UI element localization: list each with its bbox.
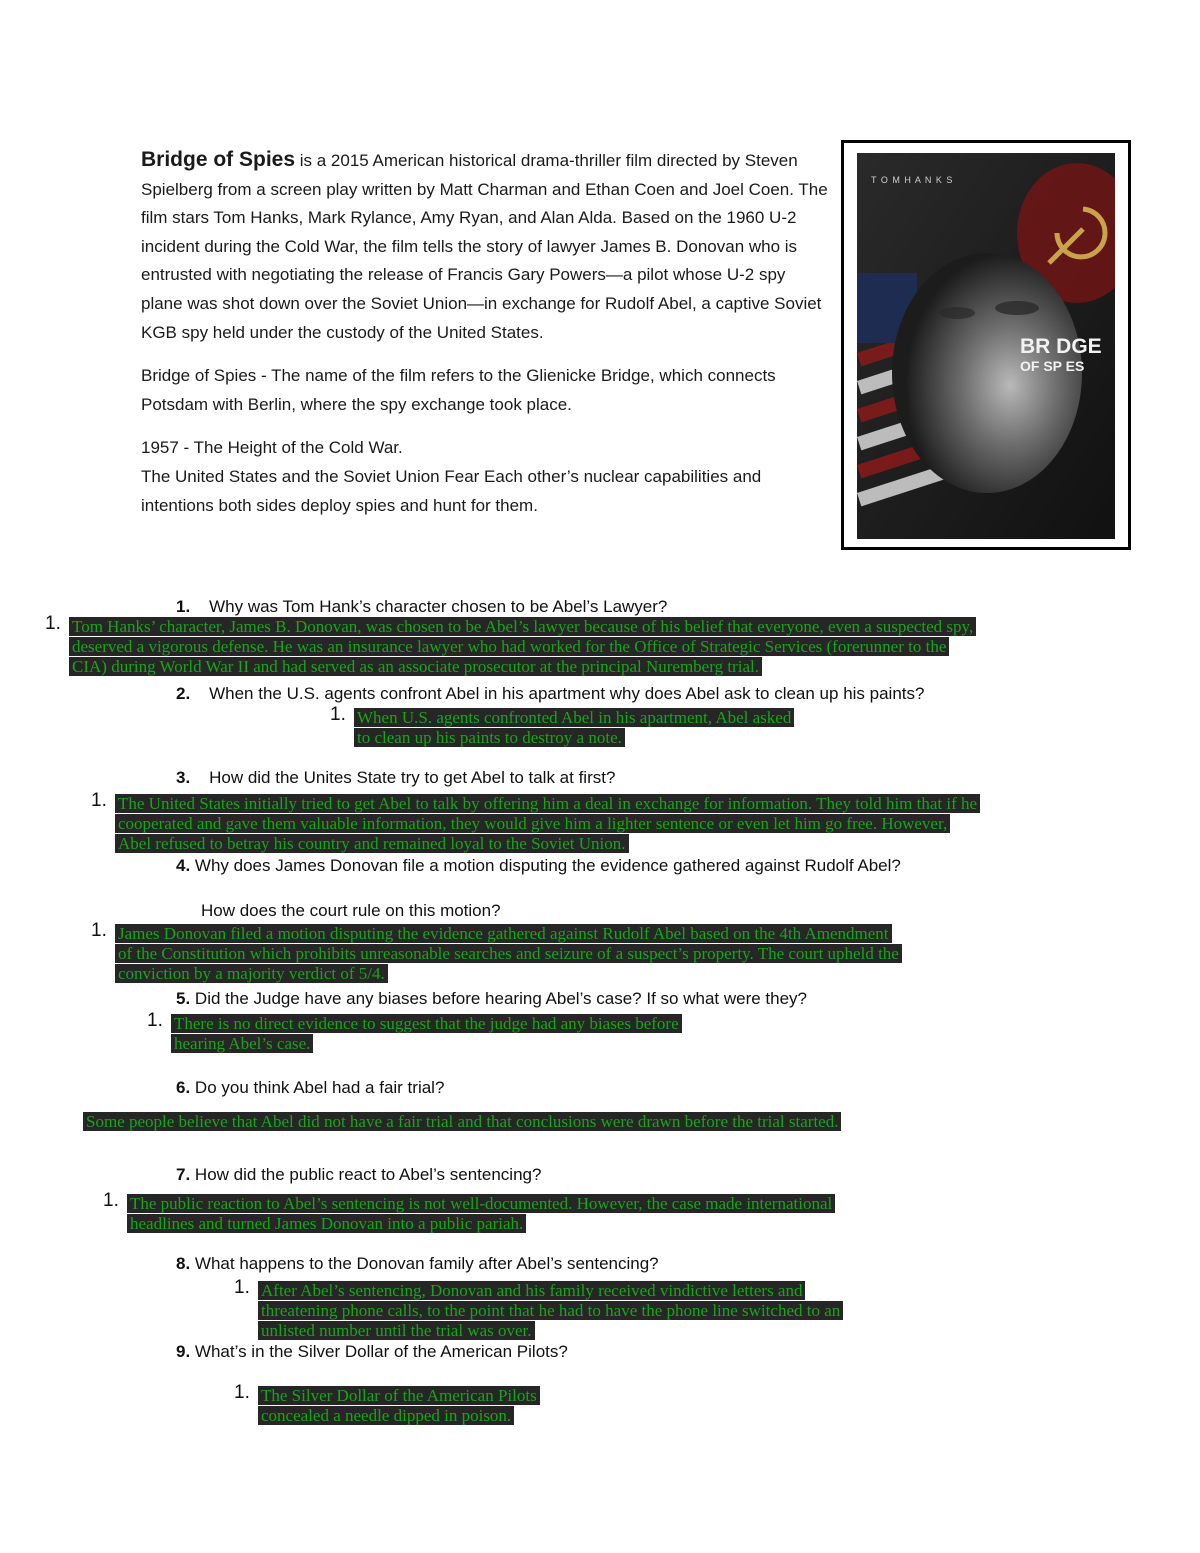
answer-9: 1. The Silver Dollar of the American Pilots concealed a needle dipped in poison. — [258, 1386, 540, 1426]
movie-poster-frame — [841, 140, 1131, 550]
answer-3: 1. The United States initially tried to get Abel to talk by offering him a deal in exchange for information. They told him that if he cooperated and gave them valuable information, they would give him a lighter sentence or even let him go free. However, Abel refused to betray his country and remained loyal to the Soviet Union. — [115, 794, 980, 854]
poster-title-line2: OF SP ES — [1020, 358, 1085, 374]
answer-2: 1. When U.S. agents confronted Abel in his apartment, Abel asked to clean up his paints to destroy a note. — [354, 708, 794, 748]
intro-summary-text: is a 2015 American historical drama-thriller film directed by Steven Spielberg from a screen play written by Matt Charman and Ethan Coen and Joel Coen. The film stars Tom Hanks, Mark Rylance, Amy Ryan, and Alan Alda. Based on the 1960 U-2 incident during the Cold War, the film tells the story of lawyer James B. Donovan who is entrusted with negotiating the release of Francis Gary Powers—a pilot whose U-2 spy plane was shot down over the Soviet Union—in exchange for Rudolf Abel, a captive Soviet KGB spy held under the custody of the United States. — [141, 151, 828, 342]
answer-7: 1. The public reaction to Abel’s sentencing is not well-documented. However, the case made international headlines and turned James Donovan into a public pariah. — [127, 1194, 835, 1234]
question-4-sub: How does the court rule on this motion? — [201, 901, 501, 920]
intro-section — [141, 146, 831, 520]
poster-artwork — [857, 153, 1115, 539]
film-title: Bridge of Spies — [141, 148, 296, 171]
question-3: 3. How did the Unites State try to get Abel to talk at first? — [176, 768, 616, 787]
question-7: 7. How did the public react to Abel’s sentencing? — [176, 1165, 542, 1184]
question-2: 2. When the U.S. agents confront Abel in his apartment why does Abel ask to clean up his paints? — [176, 684, 925, 703]
year-line: 1957 - The Height of the Cold War. — [141, 438, 403, 458]
context-line: The United States and the Soviet Union Fear Each other’s nuclear capabilities and intentions both sides deploy spies and hunt for them. — [141, 466, 762, 515]
question-5: 5. Did the Judge have any biases before hearing Abel’s case? If so what were they? — [176, 989, 807, 1008]
question-1: 1. Why was Tom Hank’s character chosen to be Abel’s Lawyer? — [176, 597, 668, 616]
answer-4: 1. James Donovan filed a motion disputing the evidence gathered against Rudolf Abel based on the 4th Amendment of the Constitution which prohibits unreasonable searches and seizure of a suspect’s property. The court upheld the conviction by a majority verdict of 5/4. — [115, 924, 902, 984]
question-8: 8. What happens to the Donovan family after Abel’s sentencing? — [176, 1254, 659, 1273]
question-9: 9. What’s in the Silver Dollar of the American Pilots? — [176, 1342, 568, 1361]
answer-6: Some people believe that Abel did not have a fair trial and that conclusions were drawn before the trial started. — [83, 1112, 841, 1132]
poster-actor-name: T O M H A N K S — [871, 175, 954, 185]
question-6: 6. Do you think Abel had a fair trial? — [176, 1078, 445, 1097]
answer-1: 1. Tom Hanks’ character, James B. Donovan, was chosen to be Abel’s lawyer because of his belief that everyone, even a suspected spy, deserved a vigorous defense. He was an insurance lawyer who had worked for the Office of Strategic Services (forerunner to the CIA) during World War II and had served as an associate prosecutor at the principal Nuremberg trial. — [69, 617, 976, 677]
question-4: 4. Why does James Donovan file a motion disputing the evidence gathered against Rudolf Abel? — [176, 856, 901, 875]
poster-title-line1: BR DGE — [1020, 335, 1102, 358]
answer-8: 1. After Abel’s sentencing, Donovan and his family received vindictive letters and threatening phone calls, to the point that he had to have the phone line switched to an unlisted number until the trial was over. — [258, 1281, 843, 1341]
intro-summary — [141, 146, 831, 347]
movie-poster — [857, 153, 1115, 539]
bridge-note: Bridge of Spies - The name of the film refers to the Glienicke Bridge, which connects Potsdam with Berlin, where the spy exchange took place. — [141, 366, 776, 414]
answer-5: 1. There is no direct evidence to suggest that the judge had any biases before hearing Abel’s case. — [171, 1014, 682, 1054]
